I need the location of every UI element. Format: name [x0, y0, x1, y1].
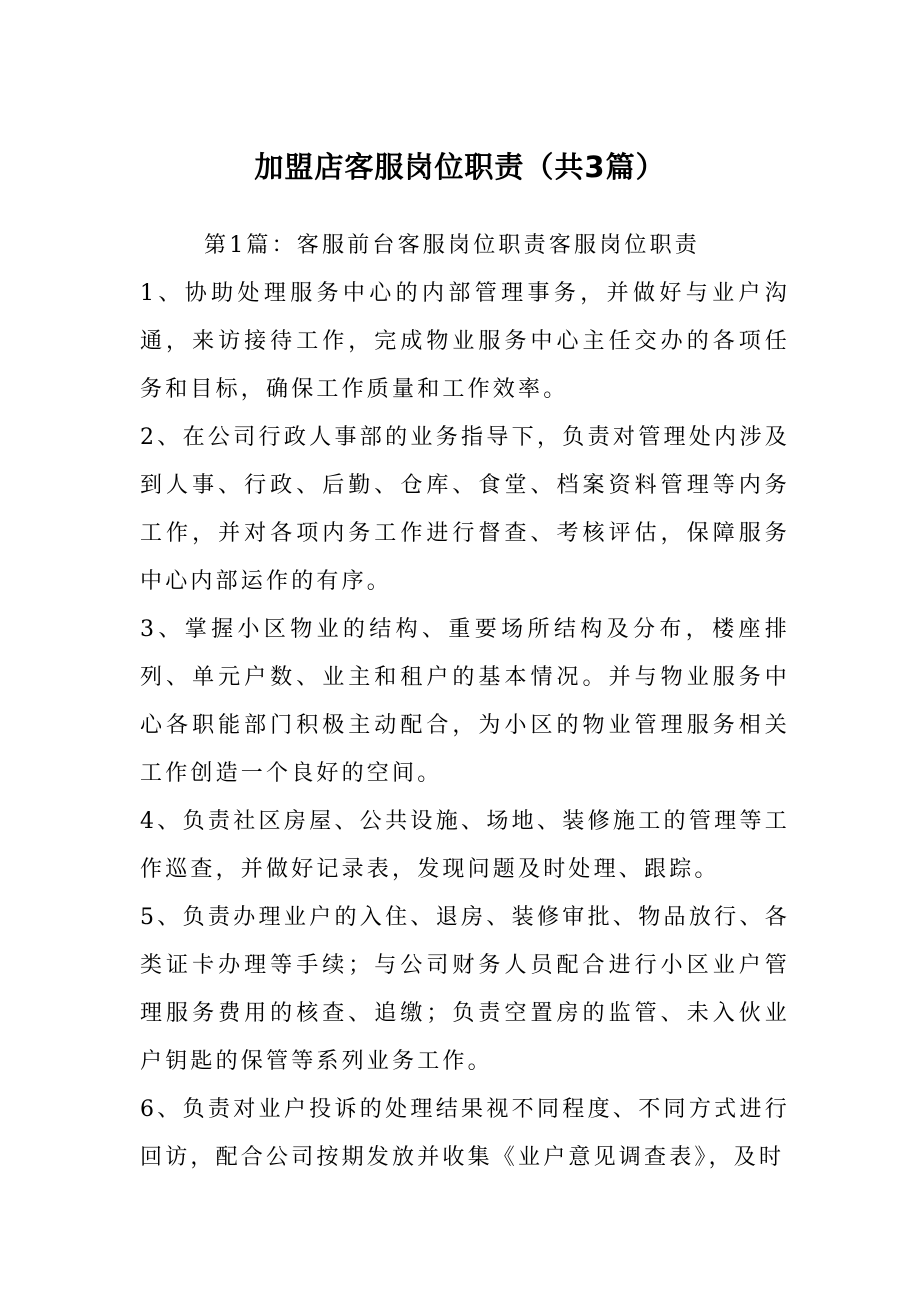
paragraph-1: 1、协助处理服务中心的内部管理事务，并做好与业户沟通，来访接待工作，完成物业服务中心主任交办的各项任务和目标，确保工作质量和工作效率。	[140, 281, 790, 402]
document-body	[140, 222, 790, 1182]
paragraph-2: 2、在公司行政人事部的业务指导下，负责对管理处内涉及到人事、行政、后勤、仓库、食堂、档案资料管理等内务工作，并对各项内务工作进行督查、考核评估，保障服务中心内部运作的有序。	[140, 425, 790, 594]
paragraph-5: 5、负责办理业户的入住、退房、装修审批、物品放行、各类证卡办理等手续；与公司财务人员配合进行小区业户管理服务费用的核查、追缴；负责空置房的监管、未入伙业户钥匙的保管等系列业务工作。	[140, 905, 790, 1074]
section-heading: 第1篇：客服前台客服岗位职责客服岗位职责	[204, 233, 700, 258]
paragraph-3: 3、掌握小区物业的结构、重要场所结构及分布，楼座排列、单元户数、业主和租户的基本情况。并与物业服务中心各职能部门积极主动配合，为小区的物业管理服务相关工作创造一个良好的空间。	[140, 617, 790, 786]
paragraph-4: 4、负责社区房屋、公共设施、场地、装修施工的管理等工作巡查，并做好记录表，发现问题及时处理、跟踪。	[140, 809, 790, 882]
document-title: 加盟店客服岗位职责（共3篇）	[254, 150, 666, 184]
paragraph-6: 6、负责对业户投诉的处理结果视不同程度、不同方式进行回访，配合公司按期发放并收集《业户意见调查表》，及时	[140, 1097, 790, 1170]
